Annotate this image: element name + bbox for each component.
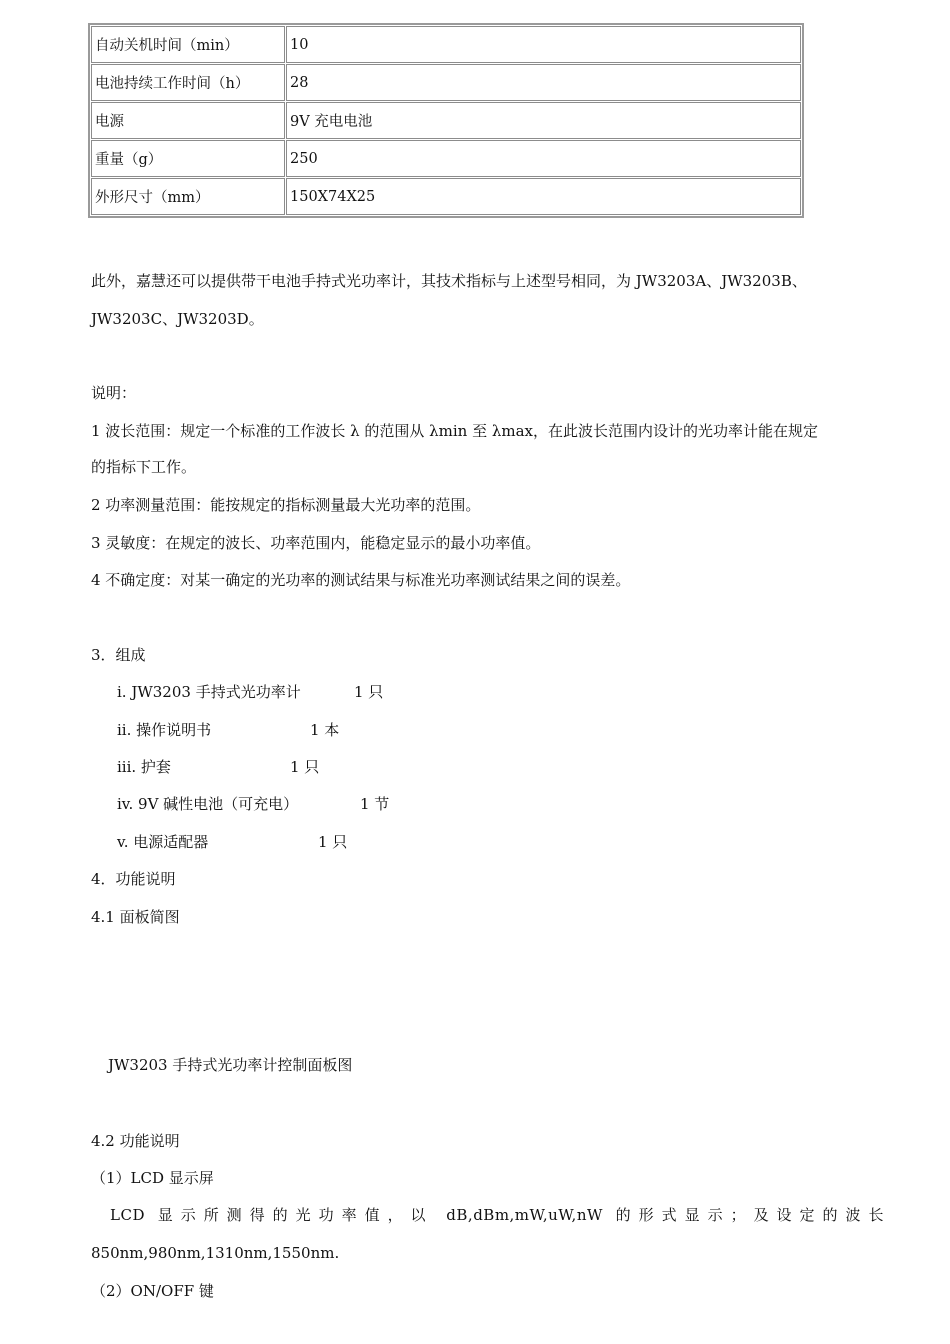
spec-value: 9V 充电电池 bbox=[286, 102, 801, 139]
intro-line-1: 此外，嘉慧还可以提供带干电池手持式光功率计，其技术指标与上述型号相同，为 JW3203A、JW3203B、 bbox=[91, 272, 807, 290]
spec-value: 28 bbox=[286, 64, 801, 101]
note-3: 3 灵敏度：在规定的波长、功率范围内，能稳定显示的最小功率值。 bbox=[91, 534, 541, 552]
item-name: iv. 9V 碱性电池（可充电） bbox=[117, 795, 299, 813]
spec-label: 电源 bbox=[91, 102, 285, 139]
table-row bbox=[91, 64, 801, 101]
list-item bbox=[117, 832, 348, 852]
table-row bbox=[91, 178, 801, 215]
item-name: i. JW3203 手持式光功率计 bbox=[117, 683, 301, 701]
function-desc-heading: 4.2 功能说明 bbox=[91, 1132, 180, 1150]
spec-label: 自动关机时间（min） bbox=[91, 26, 285, 63]
lcd-heading: （1）LCD 显示屏 bbox=[91, 1169, 214, 1187]
item-qty: 1 只 bbox=[354, 683, 384, 701]
spec-value: 150X74X25 bbox=[286, 178, 801, 215]
spec-table bbox=[88, 23, 804, 218]
lcd-line-2: 850nm,980nm,1310nm,1550nm. bbox=[91, 1244, 340, 1262]
list-item bbox=[117, 682, 384, 702]
onoff-heading: （2）ON/OFF 键 bbox=[91, 1282, 214, 1300]
intro-line-2: JW3203C、JW3203D。 bbox=[91, 310, 264, 328]
spec-value: 10 bbox=[286, 26, 801, 63]
item-name: ii. 操作说明书 bbox=[117, 721, 212, 739]
item-qty: 1 节 bbox=[360, 795, 390, 813]
item-name: v. 电源适配器 bbox=[117, 833, 209, 851]
list-item bbox=[117, 757, 320, 777]
table-row bbox=[91, 140, 801, 177]
note-1-line-1: 1 波长范围：规定一个标准的工作波长 λ 的范围从 λmin 至 λmax，在此波长范围内设计的光功率计能在规定 bbox=[91, 422, 818, 440]
item-qty: 1 只 bbox=[318, 833, 348, 851]
table-row bbox=[91, 102, 801, 139]
composition-heading: 3．组成 bbox=[91, 646, 146, 664]
list-item bbox=[117, 794, 390, 814]
spec-label: 外形尺寸（mm） bbox=[91, 178, 285, 215]
functions-heading: 4．功能说明 bbox=[91, 870, 176, 888]
lcd-line-1: LCD 显示所测得的光功率值，以 dB,dBm,mW,uW,nW 的形式显示；及设定的波长 bbox=[110, 1206, 884, 1224]
note-1-line-2: 的指标下工作。 bbox=[91, 458, 197, 476]
notes-heading: 说明： bbox=[91, 384, 137, 402]
spec-label: 电池持续工作时间（h） bbox=[91, 64, 285, 101]
item-qty: 1 只 bbox=[290, 758, 320, 776]
panel-caption: JW3203 手持式光功率计控制面板图 bbox=[108, 1056, 353, 1074]
note-2: 2 功率测量范围：能按规定的指标测量最大光功率的范围。 bbox=[91, 496, 481, 514]
spec-label: 重量（g） bbox=[91, 140, 285, 177]
spec-value: 250 bbox=[286, 140, 801, 177]
list-item bbox=[117, 720, 340, 740]
item-qty: 1 本 bbox=[310, 721, 340, 739]
item-name: iii. 护套 bbox=[117, 758, 171, 776]
note-4: 4 不确定度：对某一确定的光功率的测试结果与标准光功率测试结果之间的误差。 bbox=[91, 571, 631, 589]
panel-heading: 4.1 面板简图 bbox=[91, 908, 180, 926]
table-row bbox=[91, 26, 801, 63]
